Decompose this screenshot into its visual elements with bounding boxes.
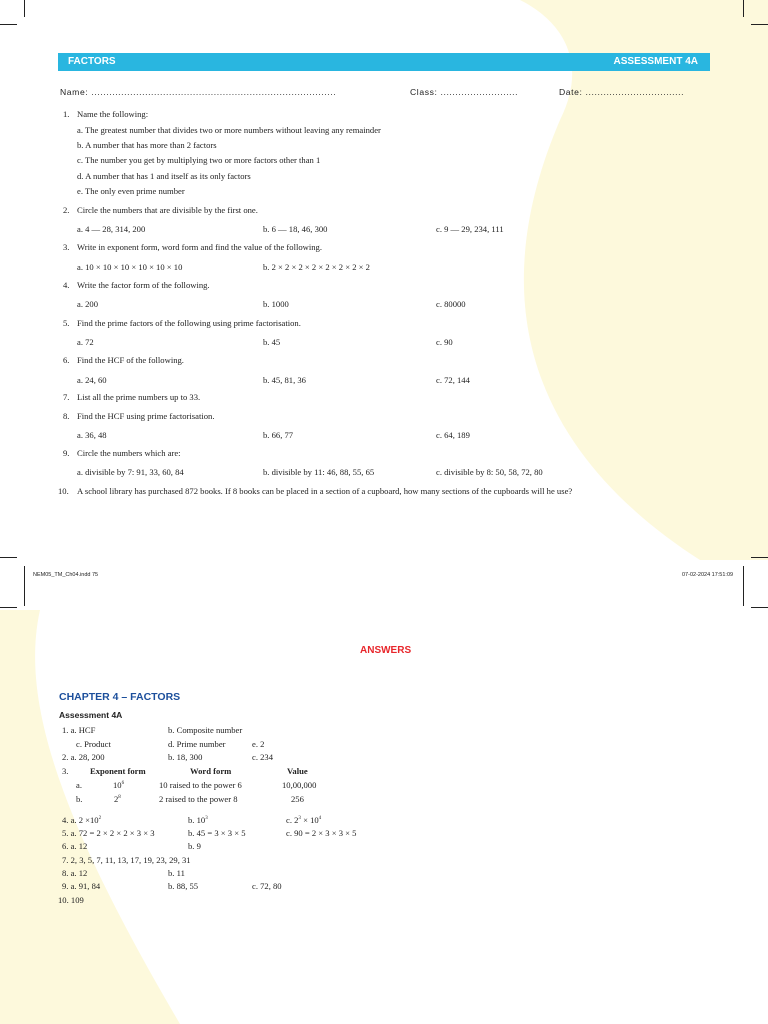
exponent-power: 4 — [318, 816, 322, 821]
question-text: Circle the numbers which are: — [77, 448, 181, 458]
question-number: 3. — [63, 242, 70, 252]
question-text: Find the HCF using prime factorisation. — [77, 411, 215, 421]
answer-item: 5. a. 72 = 2 × 2 × 2 × 3 × 3 — [62, 828, 155, 838]
question-part: c. 64, 189 — [436, 430, 470, 440]
question-number: 10. — [58, 486, 69, 496]
answers-heading: ANSWERS — [360, 645, 412, 656]
crop-mark — [751, 557, 768, 558]
answer-item: e. 2 — [252, 739, 265, 749]
question-number: 5. — [63, 318, 70, 328]
question-part: a. 72 — [77, 337, 94, 347]
answer-item: c. 72, 80 — [252, 881, 282, 891]
print-file-info: NEM05_TM_Ch04.indd 75 — [33, 572, 99, 578]
answer-item: c. Product — [76, 739, 111, 749]
question-number: 4. — [63, 280, 70, 290]
table-cell — [113, 780, 124, 790]
exponent-power: 3 — [205, 816, 208, 821]
question-part: e. The only even prime number — [77, 186, 185, 196]
banner-label: ASSESSMENT 4A — [613, 56, 698, 67]
exponent-power: 3 — [298, 816, 301, 821]
banner-title: FACTORS — [68, 56, 116, 67]
crop-mark — [0, 24, 17, 25]
name-field[interactable]: Name: .................................................................................. — [60, 87, 337, 97]
crop-mark — [751, 24, 768, 25]
table-cell: b. — [76, 794, 83, 804]
table-cell: 10,00,000 — [282, 780, 317, 790]
answer-item: d. Prime number — [168, 739, 226, 749]
question-part: a. 10 × 10 × 10 × 10 × 10 × 10 — [77, 262, 183, 272]
question-part: b. 45, 81, 36 — [263, 375, 306, 385]
class-field[interactable]: Class: .......................... — [410, 87, 519, 97]
question-part: b. 45 — [263, 337, 281, 347]
date-field[interactable]: Date: ................................. — [559, 87, 685, 97]
table-cell — [114, 794, 121, 804]
question-part: d. A number that has 1 and itself as its only factors — [77, 171, 251, 181]
question-part: c. 9 — 29, 234, 111 — [436, 224, 504, 234]
exponent-power: 2 — [98, 816, 102, 821]
exponent-power: 8 — [118, 795, 121, 800]
crop-mark — [751, 607, 768, 608]
table-header: Value — [287, 766, 308, 776]
question-text: List all the prime numbers up to 33. — [77, 392, 201, 402]
cream-swoosh-top — [520, 0, 768, 560]
question-text: Find the HCF of the following. — [77, 355, 184, 365]
question-text: A school library has purchased 872 books. If 8 books can be placed in a section of a cupboard, how many sections of the cupboards will he use? — [77, 486, 573, 496]
table-cell: 256 — [291, 794, 304, 804]
crop-mark — [24, 586, 25, 606]
table-cell: a. — [76, 780, 82, 790]
question-part: b. A number that has more than 2 factors — [77, 140, 217, 150]
crop-mark — [0, 557, 17, 558]
question-part: b. 1000 — [263, 299, 289, 309]
assessment-banner — [58, 53, 710, 71]
answer-item: 9. a. 91, 84 — [62, 881, 101, 891]
question-part: a. 200 — [77, 299, 99, 309]
answer-text: c. 2 — [286, 815, 299, 825]
crop-mark — [743, 566, 744, 586]
answer-text: × 10 — [300, 815, 319, 825]
answer-item: b. 45 = 3 × 3 × 5 — [188, 828, 246, 838]
crop-mark — [743, 0, 744, 17]
table-header: Exponent form — [90, 766, 146, 776]
question-part: b. 2 × 2 × 2 × 2 × 2 × 2 × 2 × 2 — [263, 262, 370, 272]
crop-mark — [743, 586, 744, 606]
answer-item: 10. 109 — [58, 895, 84, 905]
question-part: b. 66, 77 — [263, 430, 294, 440]
exponent-power: 6 — [121, 781, 125, 786]
answer-item: 8. a. 12 — [62, 868, 88, 878]
crop-mark — [0, 607, 17, 608]
print-timestamp: 07-02-2024 17:51:09 — [682, 572, 734, 578]
answer-item — [188, 815, 208, 825]
question-part: a. divisible by 7: 91, 33, 60, 84 — [77, 467, 184, 477]
answer-item: b. 18, 300 — [168, 752, 203, 762]
table-header: Word form — [190, 766, 232, 776]
answer-item: 6. a. 12 — [62, 841, 88, 851]
answer-item: b. 11 — [168, 868, 185, 878]
question-part: c. 72, 144 — [436, 375, 470, 385]
question-part: a. 24, 60 — [77, 375, 107, 385]
answer-text: b. 10 — [188, 815, 206, 825]
question-number: 9. — [63, 448, 70, 458]
question-part: b. 6 — 18, 46, 300 — [263, 224, 328, 234]
crop-mark — [24, 0, 25, 17]
question-text: Circle the numbers that are divisible by the first one. — [77, 205, 258, 215]
answer-item — [286, 815, 321, 825]
answer-item: 1. a. HCF — [62, 725, 96, 735]
question-text: Write in exponent form, word form and find the value of the following. — [77, 242, 322, 252]
answer-item: b. Composite number — [168, 725, 243, 735]
question-text: Find the prime factors of the following using prime factorisation. — [77, 318, 301, 328]
chapter-heading: CHAPTER 4 – FACTORS — [59, 691, 181, 703]
assessment-subheading: Assessment 4A — [59, 710, 123, 720]
crop-mark — [24, 566, 25, 586]
question-number: 2. — [63, 205, 70, 215]
question-number: 8. — [63, 411, 70, 421]
question-number: 7. — [63, 392, 70, 402]
question-part: a. 4 — 28, 314, 200 — [77, 224, 146, 234]
table-cell: 2 raised to the power 8 — [159, 794, 238, 804]
answer-item: c. 90 = 2 × 3 × 3 × 5 — [286, 828, 357, 838]
question-text: Name the following: — [77, 109, 149, 119]
question-part: c. The number you get by multiplying two or more factors other than 1 — [77, 155, 321, 165]
exponent-base: 2 — [114, 794, 119, 804]
question-number: 1. — [63, 109, 70, 119]
question-part: c. 90 — [436, 337, 453, 347]
question-part: a. 36, 48 — [77, 430, 107, 440]
answer-item: c. 234 — [252, 752, 274, 762]
answer-item: 2. a. 28, 200 — [62, 752, 105, 762]
question-part: c. 80000 — [436, 299, 466, 309]
question-part: c. divisible by 8: 50, 58, 72, 80 — [436, 467, 543, 477]
exponent-base: 10 — [113, 780, 122, 790]
answer-item: 7. 2, 3, 5, 7, 11, 13, 17, 19, 23, 29, 31 — [62, 855, 191, 865]
question-part: b. divisible by 11: 46, 88, 55, 65 — [263, 467, 375, 477]
answer-text: 4. a. 2 ×10 — [62, 815, 99, 825]
answer-item — [62, 815, 101, 825]
answer-item: 3. — [62, 766, 69, 776]
answer-item: b. 9 — [188, 841, 201, 851]
question-part: a. The greatest number that divides two or more numbers without leaving any remainder — [77, 125, 381, 135]
question-number: 6. — [63, 355, 70, 365]
answer-item: b. 88, 55 — [168, 881, 199, 891]
question-text: Write the factor form of the following. — [77, 280, 210, 290]
table-cell: 10 raised to the power 6 — [159, 780, 242, 790]
